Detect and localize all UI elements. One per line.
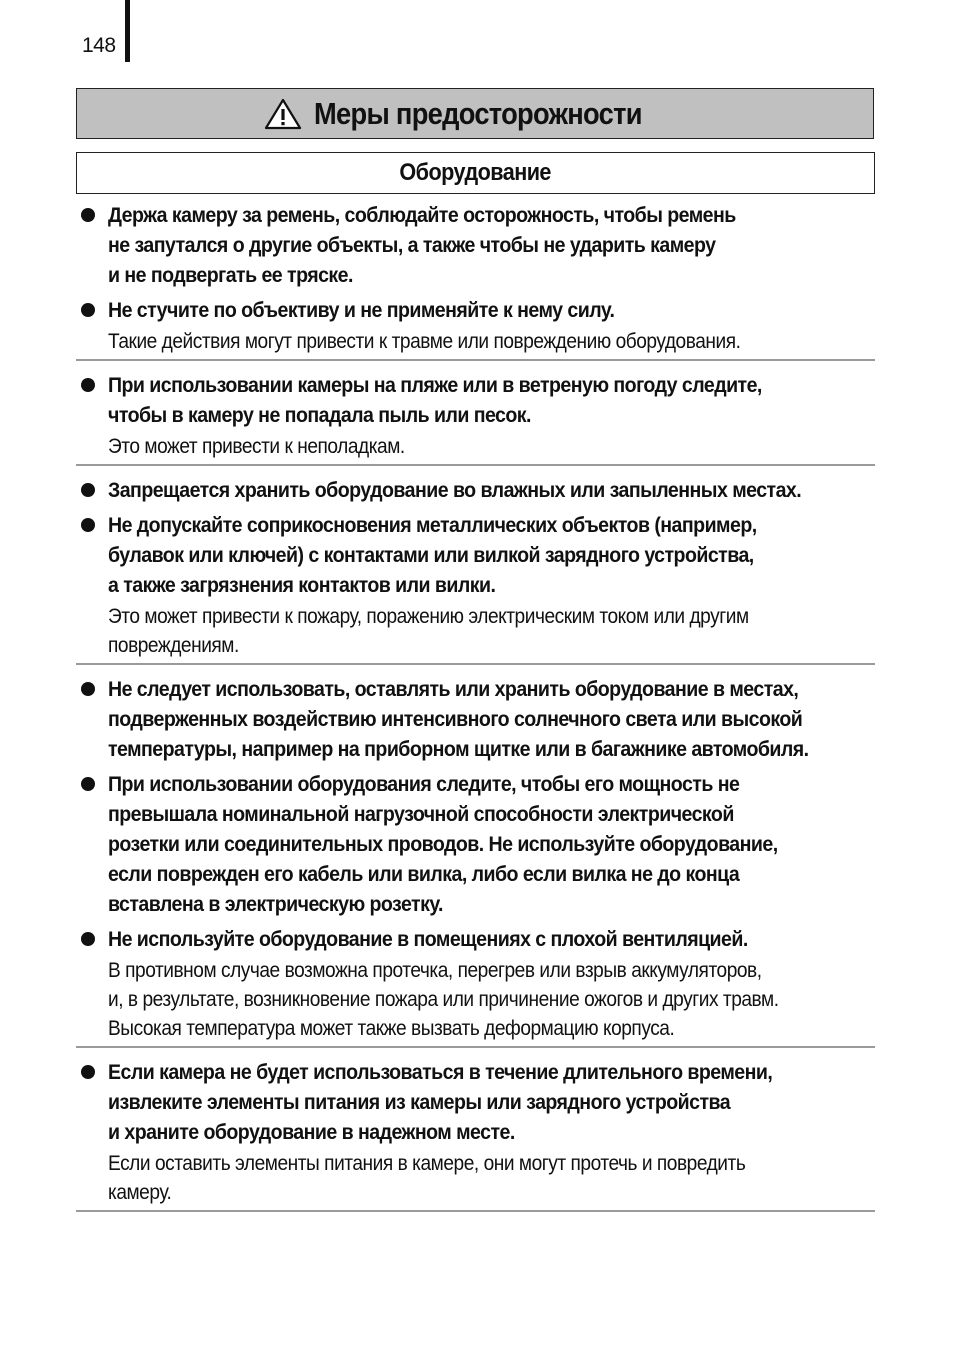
precaution-item (76, 922, 875, 1043)
precaution-note: В противном случае возможна протечка, перегрев или взрыв аккумуляторов, и, в результате, возникновение пожара или причинение ожогов и других травм. Высокая температура может также вызвать деформацию корпуса. (108, 959, 779, 1040)
precaution-note: Такие действия могут привести к травме или повреждению оборудования. (108, 330, 741, 353)
precaution-bold-text: Запрещается хранить оборудование во влажных или запыленных местах. (108, 478, 802, 502)
precaution-bold-text: Если камера не будет использоваться в течение длительного времени, извлеките элементы питания из камеры или зарядного устройства и храните оборудование в надежном месте. (108, 1060, 773, 1144)
precaution-item (76, 767, 875, 919)
bullet-icon (81, 483, 95, 497)
precaution-bold-text: Держа камеру за ремень, соблюдайте осторожность, чтобы ремень не запутался о другие объекты, а также чтобы не ударить камеру и не подвергать ее тряске. (108, 203, 736, 287)
precaution-bold-text: Не допускайте соприкосновения металлических объектов (например, булавок или ключей) с контактами или вилкой зарядного устройства, а также загрязнения контактов или вилки. (108, 513, 757, 597)
precautions-list (76, 198, 875, 1219)
section-title: Меры предосторожности (313, 95, 642, 131)
precaution-item (76, 293, 875, 356)
precaution-item (76, 198, 875, 290)
precaution-bold-text: При использовании камеры на пляже или в ветреную погоду следите, чтобы в камеру не попадала пыль или песок. (108, 373, 762, 427)
precaution-bold-text: Не стучите по объективу и не применяйте к нему силу. (108, 298, 615, 322)
page-edge-marker (125, 0, 130, 62)
bullet-icon (81, 682, 95, 696)
bullet-icon (81, 303, 95, 317)
precaution-item (76, 508, 875, 660)
precaution-bold-text: Не используйте оборудование в помещениях с плохой вентиляцией. (108, 927, 748, 951)
precaution-group (76, 473, 875, 665)
bullet-icon (81, 1065, 95, 1079)
precaution-note: Если оставить элементы питания в камере, они могут протечь и повредить камеру. (108, 1152, 746, 1204)
warning-triangle-icon (264, 98, 302, 130)
page-number: 148 (82, 34, 116, 57)
precaution-note: Это может привести к пожару, поражению электрическим током или другим повреждениям. (108, 605, 749, 657)
precaution-group (76, 368, 875, 466)
subsection-title-box (76, 152, 875, 194)
precaution-bold-text: При использовании оборудования следите, чтобы его мощность не превышала номинальной нагрузочной способности электрической розетки или соединительных проводов. Не используйте оборудование, если поврежден его кабель или вилка, либо если вилка не до конца вставлена в электрическую розетку. (108, 772, 778, 916)
bullet-icon (81, 932, 95, 946)
precaution-item (76, 368, 875, 461)
precaution-group (76, 1055, 875, 1212)
bullet-icon (81, 777, 95, 791)
precaution-item (76, 672, 875, 764)
precaution-item (76, 1055, 875, 1207)
precaution-item (76, 473, 875, 505)
bullet-icon (81, 518, 95, 532)
bullet-icon (81, 208, 95, 222)
precaution-bold-text: Не следует использовать, оставлять или хранить оборудование в местах, подверженных воздействию интенсивного солнечного света или высокой температуры, например на приборном щитке или в багажнике автомобиля. (108, 677, 809, 761)
bullet-icon (81, 378, 95, 392)
precaution-group (76, 672, 875, 1048)
subsection-title: Оборудование (399, 159, 552, 186)
precaution-group (76, 198, 875, 361)
section-title-banner (76, 88, 874, 139)
precaution-note: Это может привести к неполадкам. (108, 435, 405, 458)
